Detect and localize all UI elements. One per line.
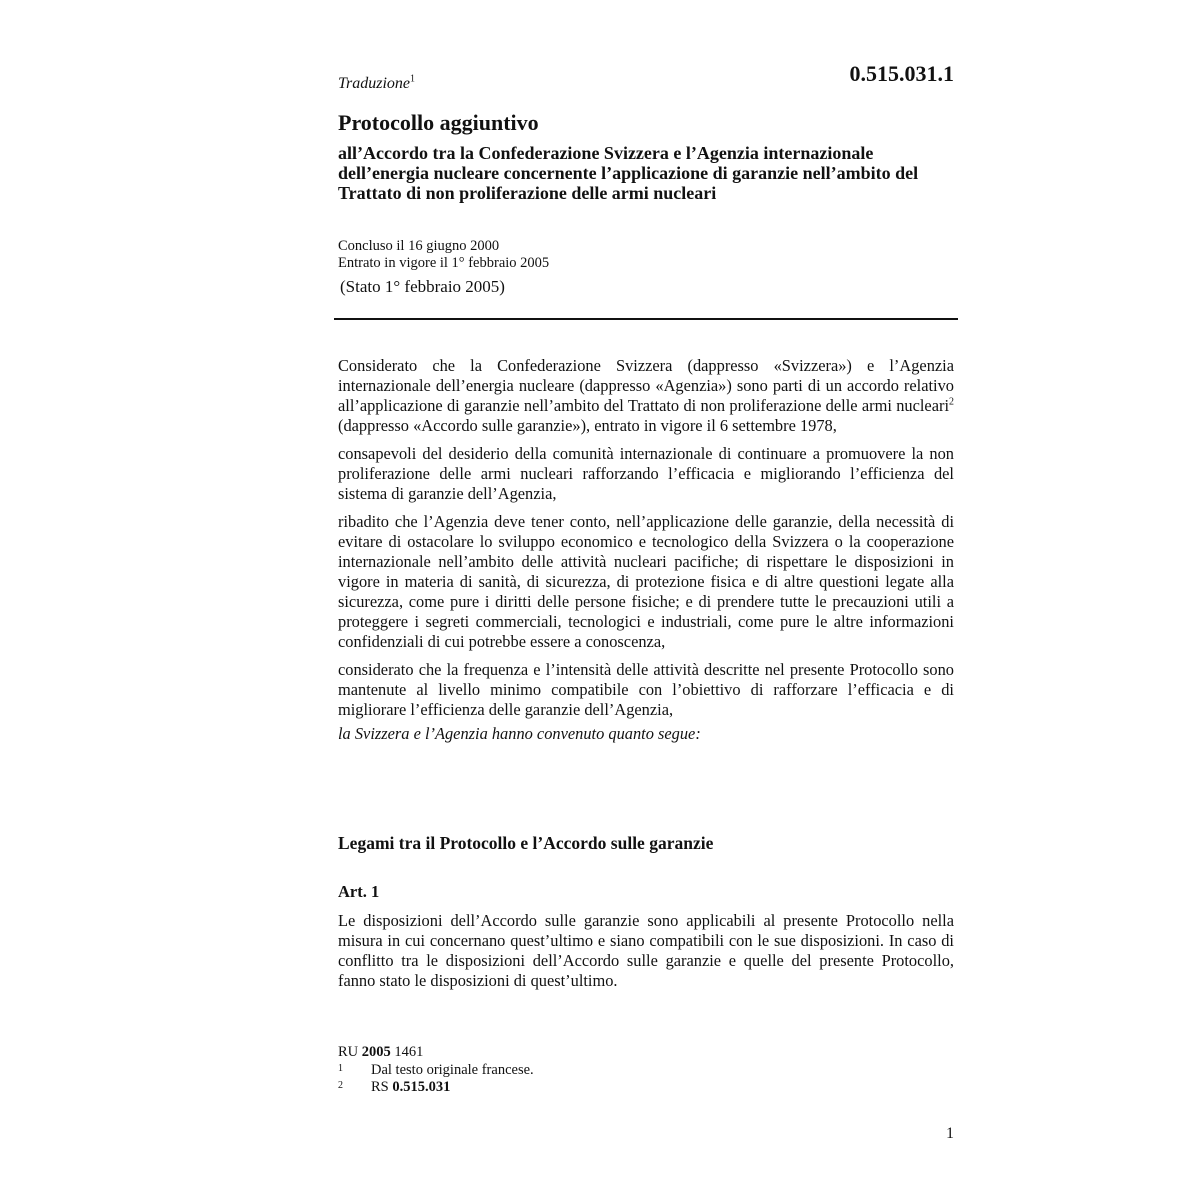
footnote [338,1062,534,1079]
document-title: Protocollo aggiuntivo [338,110,539,135]
translation-label [338,74,415,94]
ru-prefix: RU [338,1044,359,1060]
footnote-text: Dal testo originale francese. [371,1062,534,1078]
page-number: 1 [946,1125,954,1142]
document-subtitle: all’Accordo tra la Confederazione Svizzera e l’Agenzia internazionale dell’energia nucleare concernente l’applicazione di garanzie nell’ambito del Trattato di non proliferazione delle armi nucleari [338,143,919,203]
preamble-paragraph: consapevoli del desiderio della comunità internazionale di continuare a promuovere la non proliferazione delle armi nucleari rafforzando l’efficacia e migliorando l’efficienza del sistema di garanzie dell’Agenzia, [338,444,954,503]
document-metadata [338,238,549,297]
ru-year: 2005 [361,1044,391,1060]
preamble-paragraph: ribadito che l’Agenzia deve tener conto, nell’applicazione delle garanzie, della necessità di evitare di ostacolare lo sviluppo economico e tecnologico della Svizzera o la cooperazione internazionale nell’ambito delle attività nucleari pacifiche; di rispettare le disposizioni in vigore in materia di sanità, di sicurezza, di protezione fisica e di altre questioni legate alla sicurezza, come pure i diritti delle persone fisiche; e di prendere tutte le precauzioni utili a proteggere i segreti commerciali, tecnologici e industriali, come pure le altre informazioni confidenziali di cui potrebbe essere a conoscenza, [338,512,954,651]
section-heading: Legami tra il Protocollo e l’Accordo sulle garanzie [338,833,714,853]
translation-label-text: Traduzione [338,75,411,92]
header-divider [334,318,958,320]
ru-page: 1461 [394,1044,424,1060]
preamble [338,356,954,752]
concluded-date: Concluso il 16 giugno 2000 [338,238,500,254]
footnote-number: 1 [338,1063,343,1074]
article-text: Le disposizioni dell’Accordo sulle garanzie sono applicabili al presente Protocollo nella misura in cui concernano quest’ultimo e siano compatibili con le sue disposizioni. In caso di conflitto tra le disposizioni dell’Accordo sulle garanzie e quelle del presente Protocollo, fanno stato le disposizioni di quest’ultimo. [338,911,954,990]
article-heading: Art. 1 [338,882,380,901]
footnote [338,1079,534,1096]
footnotes [338,1062,534,1096]
preamble-conclusion: la Svizzera e l’Agenzia hanno convenuto quanto segue: [338,724,701,743]
footnote-number: 2 [338,1080,343,1091]
official-compilation-ref [338,1043,423,1061]
footnote-text: RS 0.515.031 [371,1079,451,1095]
preamble-paragraph: considerato che la frequenza e l’intensità delle attività descritte nel presente Protocollo sono mantenute al livello minimo compatibile con l’obiettivo di rafforzare l’efficacia e di migliorare l’efficienza delle garanzie dell’Agenzia, [338,660,954,719]
preamble-p1-text: Considerato che la Confederazione Svizzera (dappresso «Svizzera») e l’Agenzia internazionale dell’energia nucleare (dappresso «Agenzia») sono parti di un accordo relativo all’applicazione di garanzie nell’ambito del Trattato di non proliferazione delle armi nucleari [338,356,954,415]
preamble-paragraph [338,356,954,436]
status-date: (Stato 1° febbraio 2005) [340,277,505,296]
entry-into-force-date: Entrato in vigore il 1° febbraio 2005 [338,255,550,271]
preamble-p1-text-cont: (dappresso «Accordo sulle garanzie»), entrato in vigore il 6 settembre 1978, [338,416,837,435]
sr-number: 0.515.031.1 [849,61,954,86]
footnote-ref-2[interactable]: 2 [949,396,954,408]
footnote-ref-1[interactable]: 1 [410,73,416,85]
